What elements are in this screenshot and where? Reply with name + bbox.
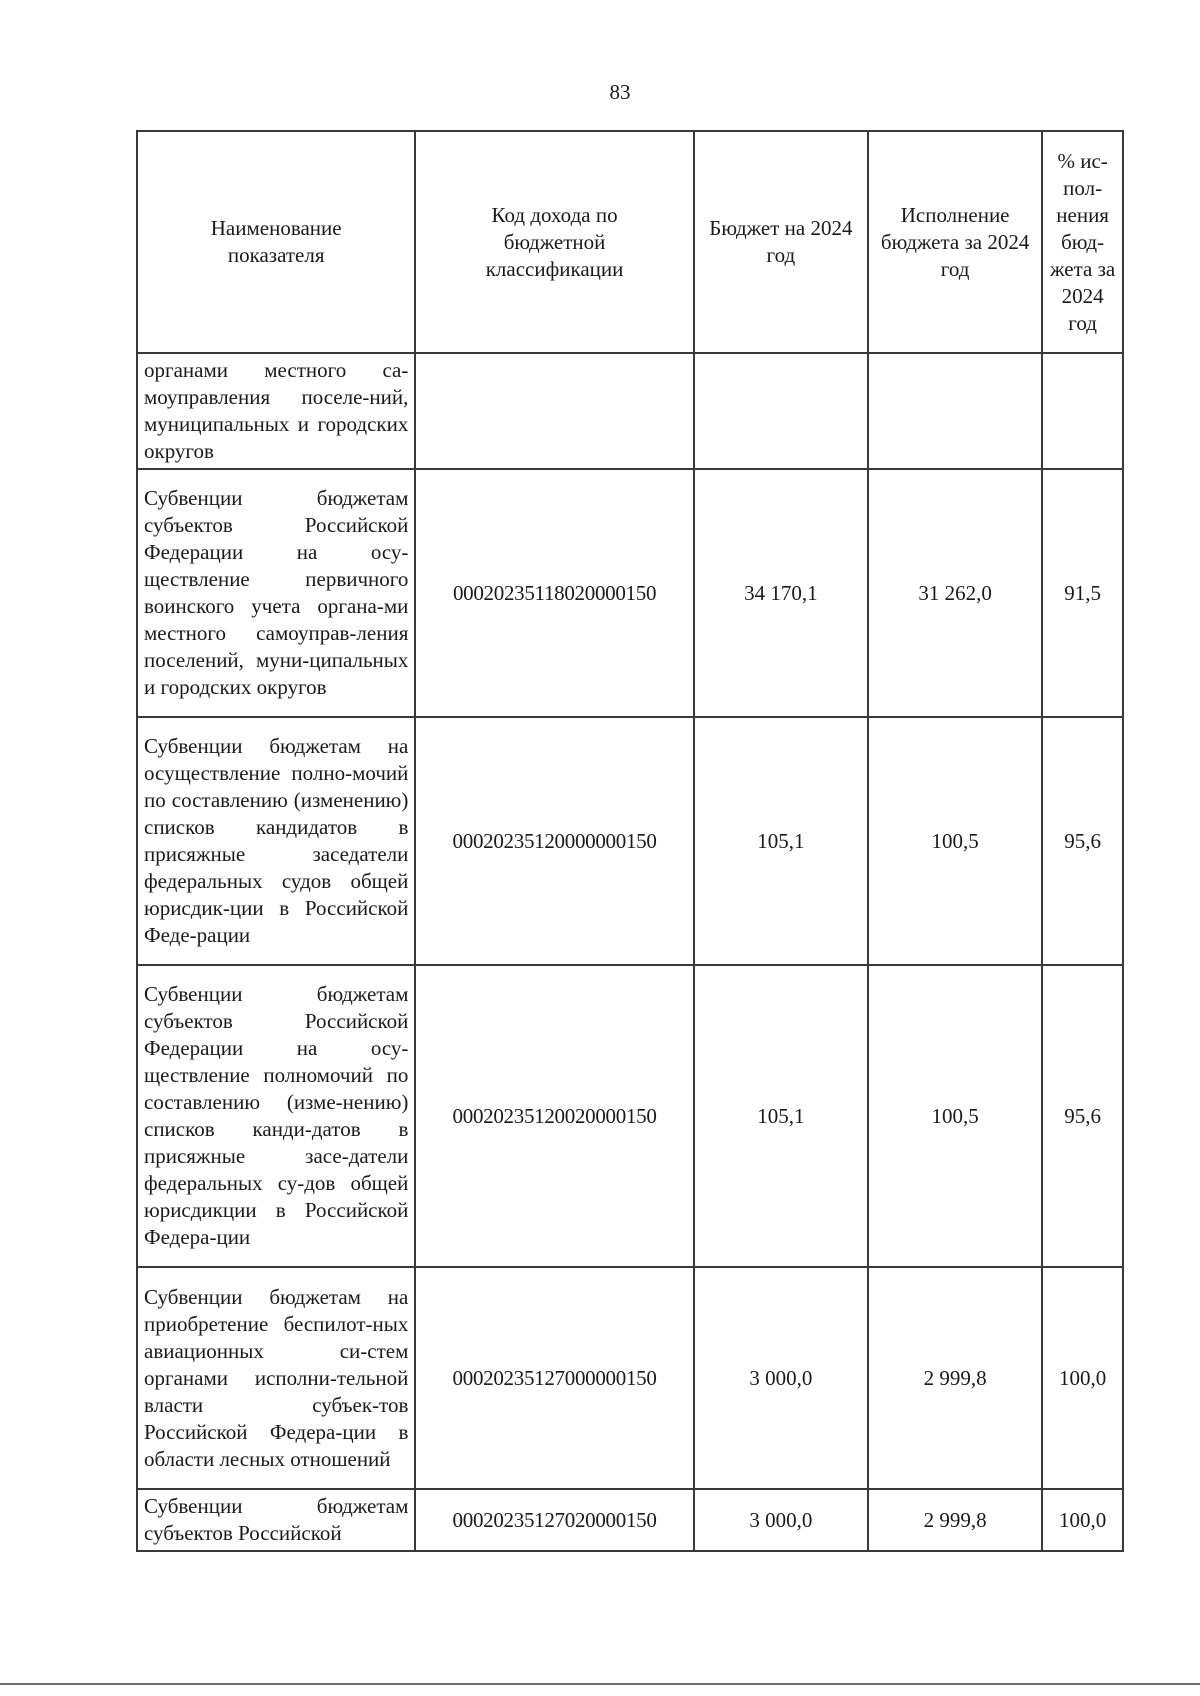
table-row [137, 1267, 1123, 1489]
page-bottom-rule [0, 1683, 1200, 1685]
header-income-code: Код дохода по бюджетной классификации [415, 131, 693, 353]
row-budget-value: 105,1 [694, 717, 868, 965]
row-execution-percent: 91,5 [1042, 469, 1123, 717]
row-income-code: 00020235120000000150 [415, 717, 693, 965]
row-income-code: 00020235127020000150 [415, 1489, 693, 1551]
row-budget-value [694, 353, 868, 469]
row-execution-value: 100,5 [868, 965, 1042, 1267]
row-budget-value: 3 000,0 [694, 1267, 868, 1489]
table-row [137, 965, 1123, 1267]
row-indicator-name: Субвенции бюджетам субъектов Российской Федерации на осу-ществление полномочий по составлению (изме-нению) списков канди-датов в присяжные засе-датели федеральных су-дов общей юрисдикции в Российской Федера-ции [137, 965, 415, 1267]
row-income-code: 00020235118020000150 [415, 469, 693, 717]
row-indicator-name: Субвенции бюджетам субъектов Российской Федерации на осу-ществление первичного воинского учета органа-ми местного самоуправ-ления поселений, муни-ципальных и городских округов [137, 469, 415, 717]
row-indicator-name: Субвенции бюджетам на осуществление полно-мочий по составлению (изменению) списков кандидатов в присяжные заседатели федеральных судов общей юрисдик-ции в Российской Феде-рации [137, 717, 415, 965]
page-number: 83 [609, 80, 631, 104]
row-indicator-name: органами местного са-моуправления поселе-ний, муниципальных и городских округов [137, 353, 415, 469]
table-row [137, 469, 1123, 717]
table-row [137, 1489, 1123, 1551]
row-execution-percent [1042, 353, 1123, 469]
row-budget-value: 3 000,0 [694, 1489, 868, 1551]
row-income-code [415, 353, 693, 469]
row-execution-percent: 100,0 [1042, 1489, 1123, 1551]
table-header-row [137, 131, 1123, 353]
row-execution-value: 2 999,8 [868, 1489, 1042, 1551]
table-row [137, 717, 1123, 965]
header-execution-percent: % ис-пол-нения бюд-жета за 2024 год [1042, 131, 1123, 353]
row-execution-percent: 95,6 [1042, 965, 1123, 1267]
header-budget-2024: Бюджет на 2024 год [694, 131, 868, 353]
table-row [137, 353, 1123, 469]
header-execution-2024: Исполнение бюджета за 2024 год [868, 131, 1042, 353]
row-execution-percent: 95,6 [1042, 717, 1123, 965]
row-execution-value [868, 353, 1042, 469]
row-income-code: 00020235120020000150 [415, 965, 693, 1267]
row-indicator-name: Субвенции бюджетам субъектов Российской [137, 1489, 415, 1551]
row-income-code: 00020235127000000150 [415, 1267, 693, 1489]
header-indicator-name: Наименование показателя [137, 131, 415, 353]
row-execution-value: 31 262,0 [868, 469, 1042, 717]
row-execution-value: 2 999,8 [868, 1267, 1042, 1489]
row-execution-percent: 100,0 [1042, 1267, 1123, 1489]
row-execution-value: 100,5 [868, 717, 1042, 965]
row-budget-value: 105,1 [694, 965, 868, 1267]
row-indicator-name: Субвенции бюджетам на приобретение беспилот-ных авиационных си-стем органами исполни-тельной власти субъек-тов Российской Федера-ции в области лесных отношений [137, 1267, 415, 1489]
row-budget-value: 34 170,1 [694, 469, 868, 717]
budget-execution-table [136, 130, 1124, 1552]
